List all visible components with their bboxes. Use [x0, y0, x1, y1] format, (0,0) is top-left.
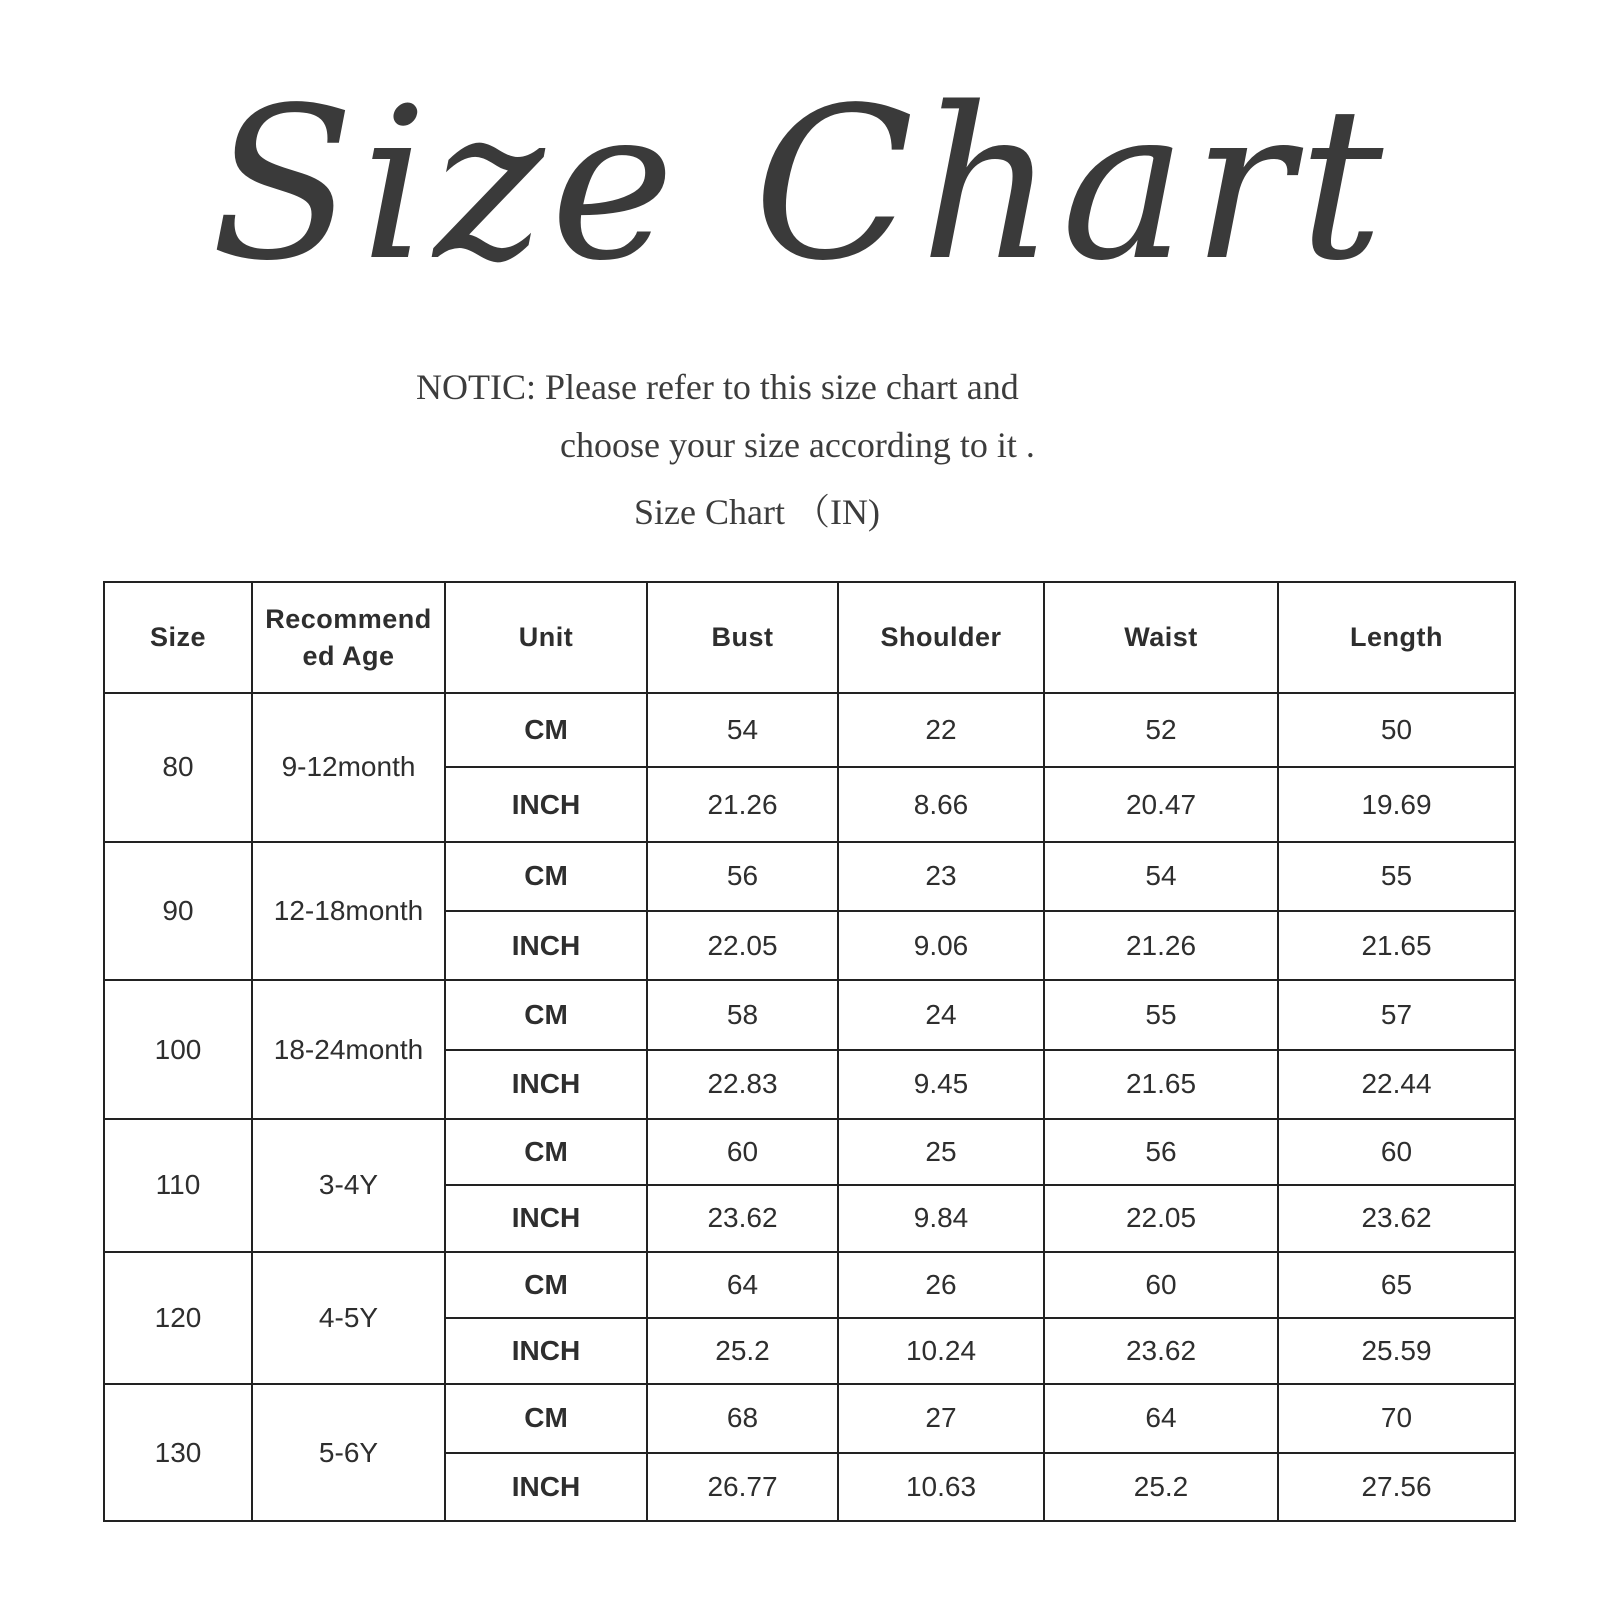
notice-line-3: Size Chart （IN): [634, 492, 880, 532]
length-cell: 50: [1278, 693, 1515, 767]
waist-cell: 52: [1044, 693, 1278, 767]
table-row: [104, 980, 1515, 1049]
size-cell: 80: [104, 693, 252, 842]
unit-cell: CM: [445, 693, 647, 767]
age-cell: 3-4Y: [252, 1119, 445, 1252]
waist-cell: 54: [1044, 842, 1278, 911]
waist-cell: 23.62: [1044, 1318, 1278, 1384]
shoulder-cell: 10.24: [838, 1318, 1044, 1384]
waist-cell: 21.26: [1044, 911, 1278, 980]
bust-cell: 60: [647, 1119, 838, 1185]
bust-cell: 58: [647, 980, 838, 1049]
length-cell: 27.56: [1278, 1453, 1515, 1521]
bust-cell: 64: [647, 1252, 838, 1318]
shoulder-cell: 10.63: [838, 1453, 1044, 1521]
bust-cell: 22.05: [647, 911, 838, 980]
shoulder-cell: 26: [838, 1252, 1044, 1318]
bust-cell: 56: [647, 842, 838, 911]
bust-cell: 25.2: [647, 1318, 838, 1384]
waist-cell: 60: [1044, 1252, 1278, 1318]
waist-cell: 56: [1044, 1119, 1278, 1185]
header-size: Size: [104, 582, 252, 693]
table-header-row: [104, 582, 1515, 693]
header-length: Length: [1278, 582, 1515, 693]
shoulder-cell: 27: [838, 1384, 1044, 1452]
age-cell: 18-24month: [252, 980, 445, 1119]
bust-cell: 54: [647, 693, 838, 767]
shoulder-cell: 22: [838, 693, 1044, 767]
size-cell: 100: [104, 980, 252, 1119]
table-row: [104, 1119, 1515, 1185]
size-chart-title: Size Chart: [210, 62, 1390, 307]
unit-cell: CM: [445, 1252, 647, 1318]
waist-cell: 22.05: [1044, 1185, 1278, 1251]
length-cell: 23.62: [1278, 1185, 1515, 1251]
bust-cell: 23.62: [647, 1185, 838, 1251]
header-recommended-age: Recommend ed Age: [252, 582, 445, 693]
age-cell: 5-6Y: [252, 1384, 445, 1521]
unit-cell: INCH: [445, 1050, 647, 1119]
unit-cell: CM: [445, 1384, 647, 1452]
header-unit: Unit: [445, 582, 647, 693]
table-row: [104, 693, 1515, 767]
age-cell: 9-12month: [252, 693, 445, 842]
waist-cell: 20.47: [1044, 767, 1278, 841]
bust-cell: 68: [647, 1384, 838, 1452]
waist-cell: 64: [1044, 1384, 1278, 1452]
length-cell: 21.65: [1278, 911, 1515, 980]
table-row: [104, 842, 1515, 911]
size-table: [103, 581, 1516, 1522]
bust-cell: 26.77: [647, 1453, 838, 1521]
bust-cell: 21.26: [647, 767, 838, 841]
table-row: [104, 1384, 1515, 1452]
header-waist: Waist: [1044, 582, 1278, 693]
bust-cell: 22.83: [647, 1050, 838, 1119]
length-cell: 19.69: [1278, 767, 1515, 841]
notice-line-1: NOTIC: Please refer to this size chart and: [416, 367, 1019, 407]
unit-cell: INCH: [445, 1318, 647, 1384]
length-cell: 57: [1278, 980, 1515, 1049]
unit-cell: CM: [445, 980, 647, 1049]
shoulder-cell: 8.66: [838, 767, 1044, 841]
length-cell: 22.44: [1278, 1050, 1515, 1119]
shoulder-cell: 9.06: [838, 911, 1044, 980]
header-bust: Bust: [647, 582, 838, 693]
waist-cell: 21.65: [1044, 1050, 1278, 1119]
shoulder-cell: 24: [838, 980, 1044, 1049]
shoulder-cell: 9.84: [838, 1185, 1044, 1251]
length-cell: 70: [1278, 1384, 1515, 1452]
waist-cell: 55: [1044, 980, 1278, 1049]
unit-cell: INCH: [445, 767, 647, 841]
length-cell: 65: [1278, 1252, 1515, 1318]
header-shoulder: Shoulder: [838, 582, 1044, 693]
size-cell: 110: [104, 1119, 252, 1252]
length-cell: 25.59: [1278, 1318, 1515, 1384]
waist-cell: 25.2: [1044, 1453, 1278, 1521]
unit-cell: CM: [445, 1119, 647, 1185]
size-cell: 90: [104, 842, 252, 981]
length-cell: 60: [1278, 1119, 1515, 1185]
unit-cell: INCH: [445, 1185, 647, 1251]
size-cell: 130: [104, 1384, 252, 1521]
age-cell: 12-18month: [252, 842, 445, 981]
unit-cell: CM: [445, 842, 647, 911]
shoulder-cell: 9.45: [838, 1050, 1044, 1119]
unit-cell: INCH: [445, 1453, 647, 1521]
size-cell: 120: [104, 1252, 252, 1385]
length-cell: 55: [1278, 842, 1515, 911]
table-row: [104, 1252, 1515, 1318]
age-cell: 4-5Y: [252, 1252, 445, 1385]
shoulder-cell: 23: [838, 842, 1044, 911]
unit-cell: INCH: [445, 911, 647, 980]
shoulder-cell: 25: [838, 1119, 1044, 1185]
notice-line-2: choose your size according to it .: [560, 425, 1035, 465]
